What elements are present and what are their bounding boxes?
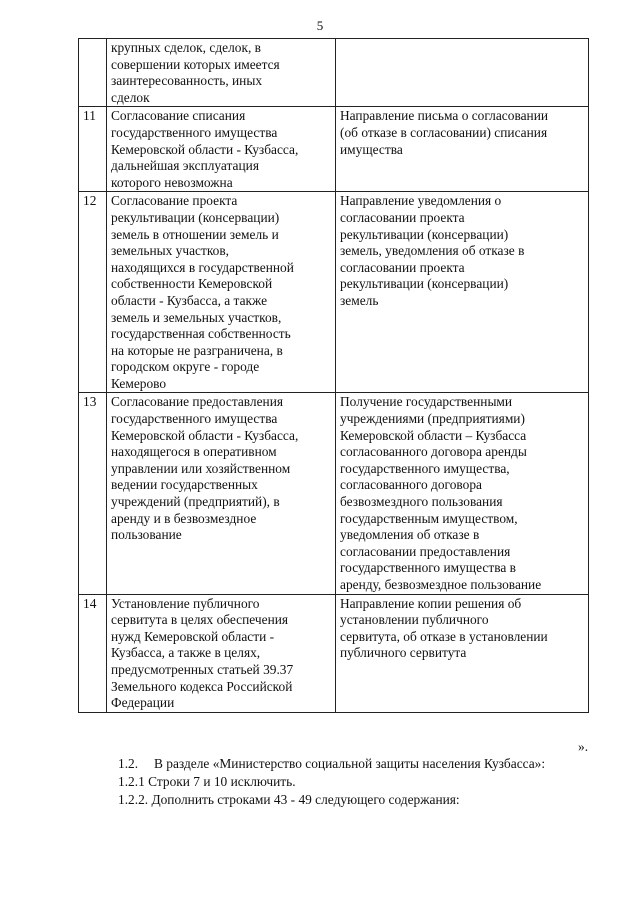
paragraph-text: В разделе «Министерство социальной защиты населения Кузбасса»: bbox=[154, 756, 546, 771]
service-result: Направление письма о согласовании (об отказе в согласовании) списания имущества bbox=[340, 108, 549, 157]
service-subject: Согласование списания государственного имущества Кемеровской области - Кузбасса, дальнейшая эксплуатация которого невозможна bbox=[111, 108, 299, 190]
service-result: Направление уведомления о согласовании проекта рекультивации (консервации) земель, уведомления об отказе в согласовании проекта рекультивации (консервации) земель bbox=[340, 193, 525, 308]
table-row bbox=[79, 393, 589, 594]
row-number: 12 bbox=[79, 192, 107, 393]
closing-quote: ». bbox=[578, 739, 589, 754]
row-number bbox=[79, 39, 107, 107]
paragraph-1-2-2: 1.2.2. Дополнить строками 43 - 49 следующего содержания: bbox=[118, 792, 460, 807]
service-subject-cell bbox=[107, 107, 336, 192]
table-row bbox=[79, 107, 589, 192]
paragraph-1-2-1: 1.2.1 Строки 7 и 10 исключить. bbox=[118, 774, 296, 789]
service-subject-cell bbox=[107, 594, 336, 712]
service-subject: Установление публичного сервитута в целях обеспечения нужд Кемеровской области - Кузбасса, а также в целях, предусмотренных статьей 39.37 Земельного кодекса Российской Федерации bbox=[111, 595, 294, 711]
service-result-cell bbox=[336, 107, 589, 192]
row-number: 14 bbox=[79, 594, 107, 712]
service-subject-cell bbox=[107, 393, 336, 594]
service-result-cell bbox=[336, 192, 589, 393]
service-subject: Согласование проекта рекультивации (консервации) земель в отношении земель и земельных участков, находящихся в государственной собственности Кемеровской области - Кузбасса, а также земель и земельных участков, государственная собственность на которые не разграничена, в городском округе - городе Кемерово bbox=[111, 193, 294, 391]
table-row bbox=[79, 594, 589, 712]
service-result-cell bbox=[336, 393, 589, 594]
row-number: 11 bbox=[79, 107, 107, 192]
paragraph-1-2 bbox=[118, 756, 545, 772]
service-result: Получение государственными учреждениями (предприятиями) Кемеровской области – Кузбасса согласованного договора аренды государственного имущества, согласованного договора безвозмездного пользования государственным имуществом, уведомления об отказе в согласовании предоставления государственного имущества в аренду, безвозмездное пользование bbox=[340, 394, 542, 592]
service-result-cell bbox=[336, 39, 589, 107]
page-number: 5 bbox=[316, 18, 324, 33]
paragraph-number: 1.2. bbox=[118, 756, 139, 771]
service-result: Направление копии решения об установлении публичного сервитута, об отказе в установлении публичного сервитута bbox=[340, 595, 548, 661]
service-result-cell bbox=[336, 594, 589, 712]
table-row bbox=[79, 192, 589, 393]
service-subject: крупных сделок, сделок, в совершении которых имеется заинтересованность, иных сделок bbox=[111, 40, 280, 105]
row-number: 13 bbox=[79, 393, 107, 594]
service-subject: Согласование предоставления государственного имущества Кемеровской области - Кузбасса, находящегося в оперативном управлении или хозяйственном ведении государственных учреждений (предприятий), в аренду и в безвозмездное пользование bbox=[111, 394, 299, 543]
service-subject-cell bbox=[107, 39, 336, 107]
services-table bbox=[78, 38, 589, 713]
service-subject-cell bbox=[107, 192, 336, 393]
table-row bbox=[79, 39, 589, 107]
